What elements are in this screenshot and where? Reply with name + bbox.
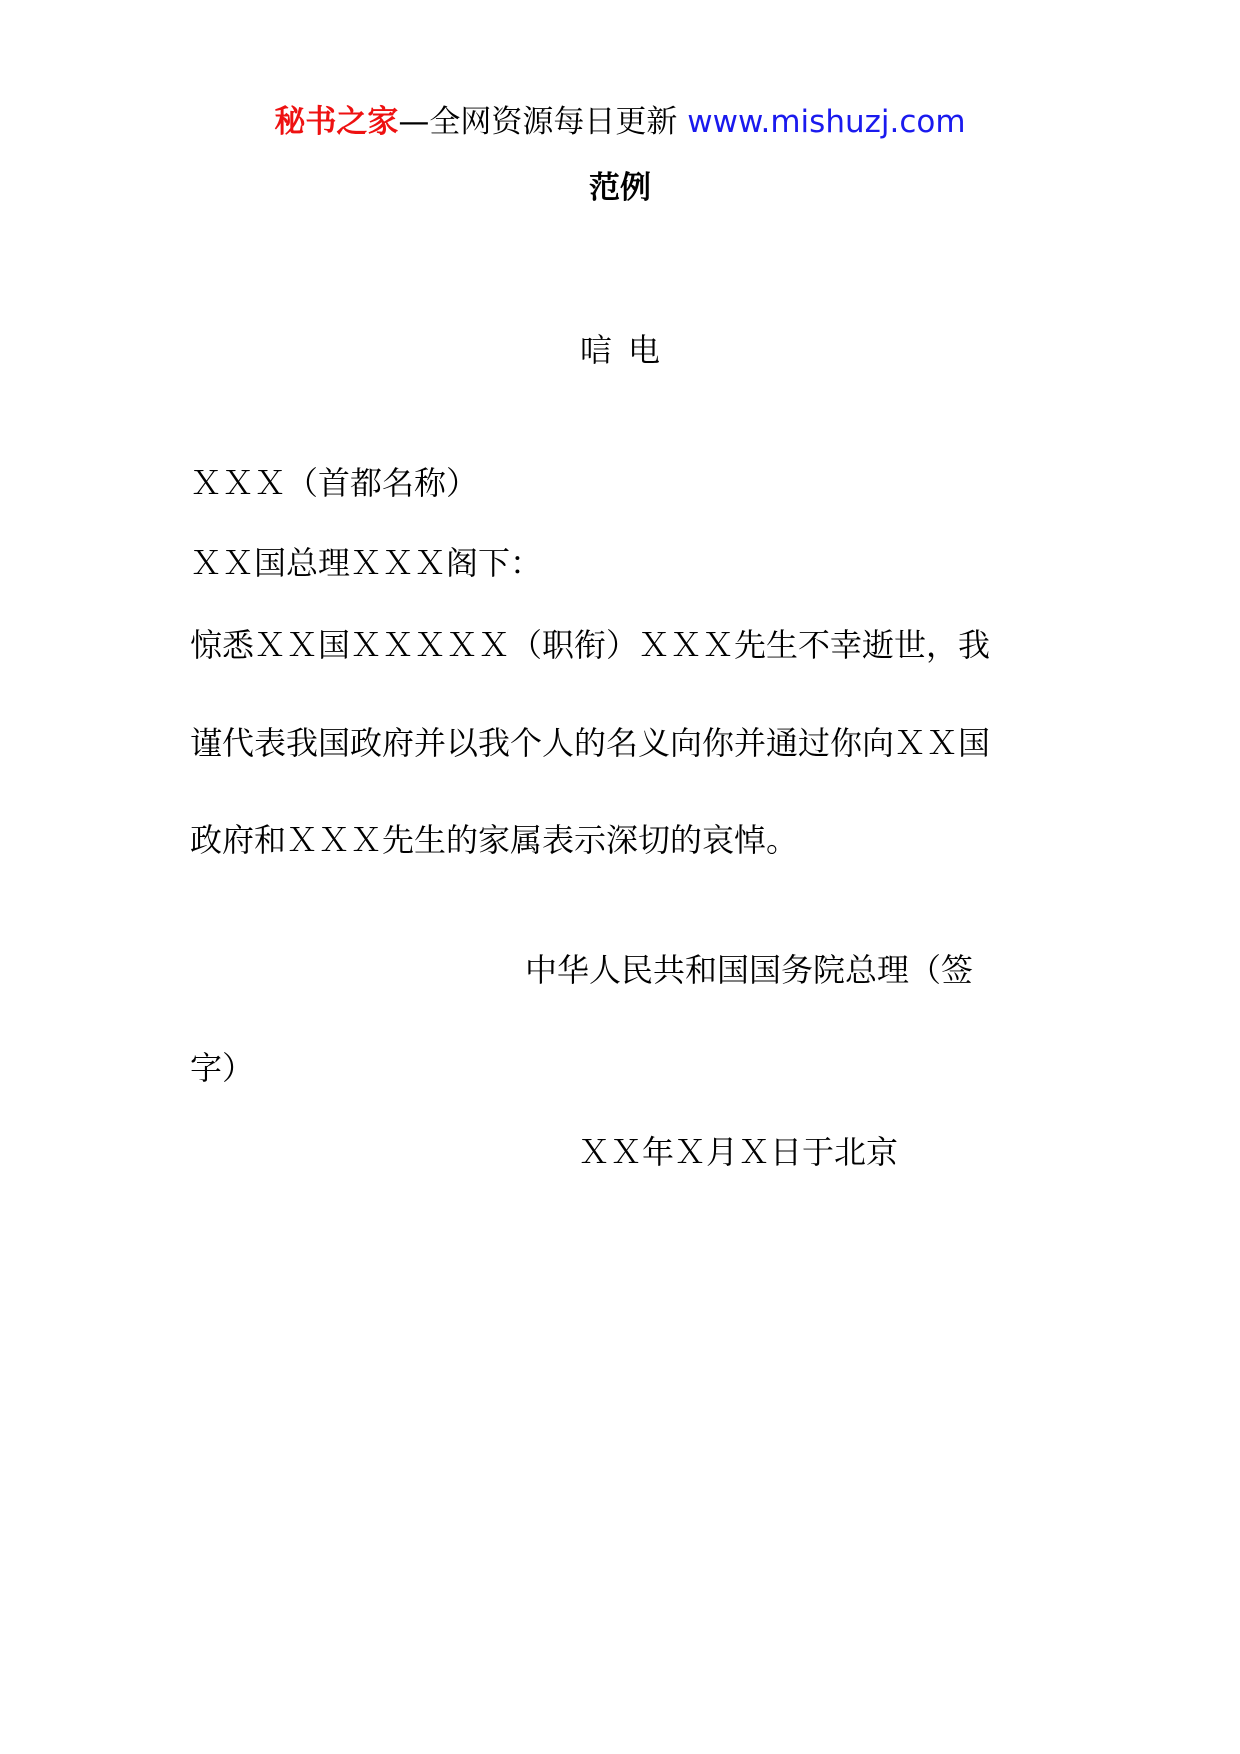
site-slogan: —全网资源每日更新 bbox=[398, 104, 688, 140]
date-line: ＸＸ年Ｘ月Ｘ日于北京 bbox=[578, 1133, 899, 1171]
doc-label: 范例 bbox=[589, 170, 651, 206]
site-url-link[interactable]: www.mishuzj.com bbox=[687, 104, 966, 140]
address-line: ＸＸＸ（首都名称） bbox=[190, 464, 479, 502]
body-line: 政府和ＸＸＸ先生的家属表示深切的哀悼。 bbox=[190, 821, 799, 859]
document-title: 唁电 bbox=[579, 331, 676, 369]
salutation-line: ＸＸ国总理ＸＸＸ阁下： bbox=[190, 544, 543, 582]
site-brand: 秘书之家 bbox=[274, 104, 399, 140]
body-line: 惊悉ＸＸ国ＸＸＸＸＸ（职衔）ＸＸＸ先生不幸逝世，我 bbox=[190, 626, 991, 664]
site-header bbox=[0, 102, 1240, 142]
signature-line: 字） bbox=[190, 1049, 255, 1087]
signature-line: 中华人民共和国国务院总理（签 bbox=[525, 951, 974, 989]
body-line: 谨代表我国政府并以我个人的名义向你并通过你向ＸＸ国 bbox=[190, 724, 991, 762]
